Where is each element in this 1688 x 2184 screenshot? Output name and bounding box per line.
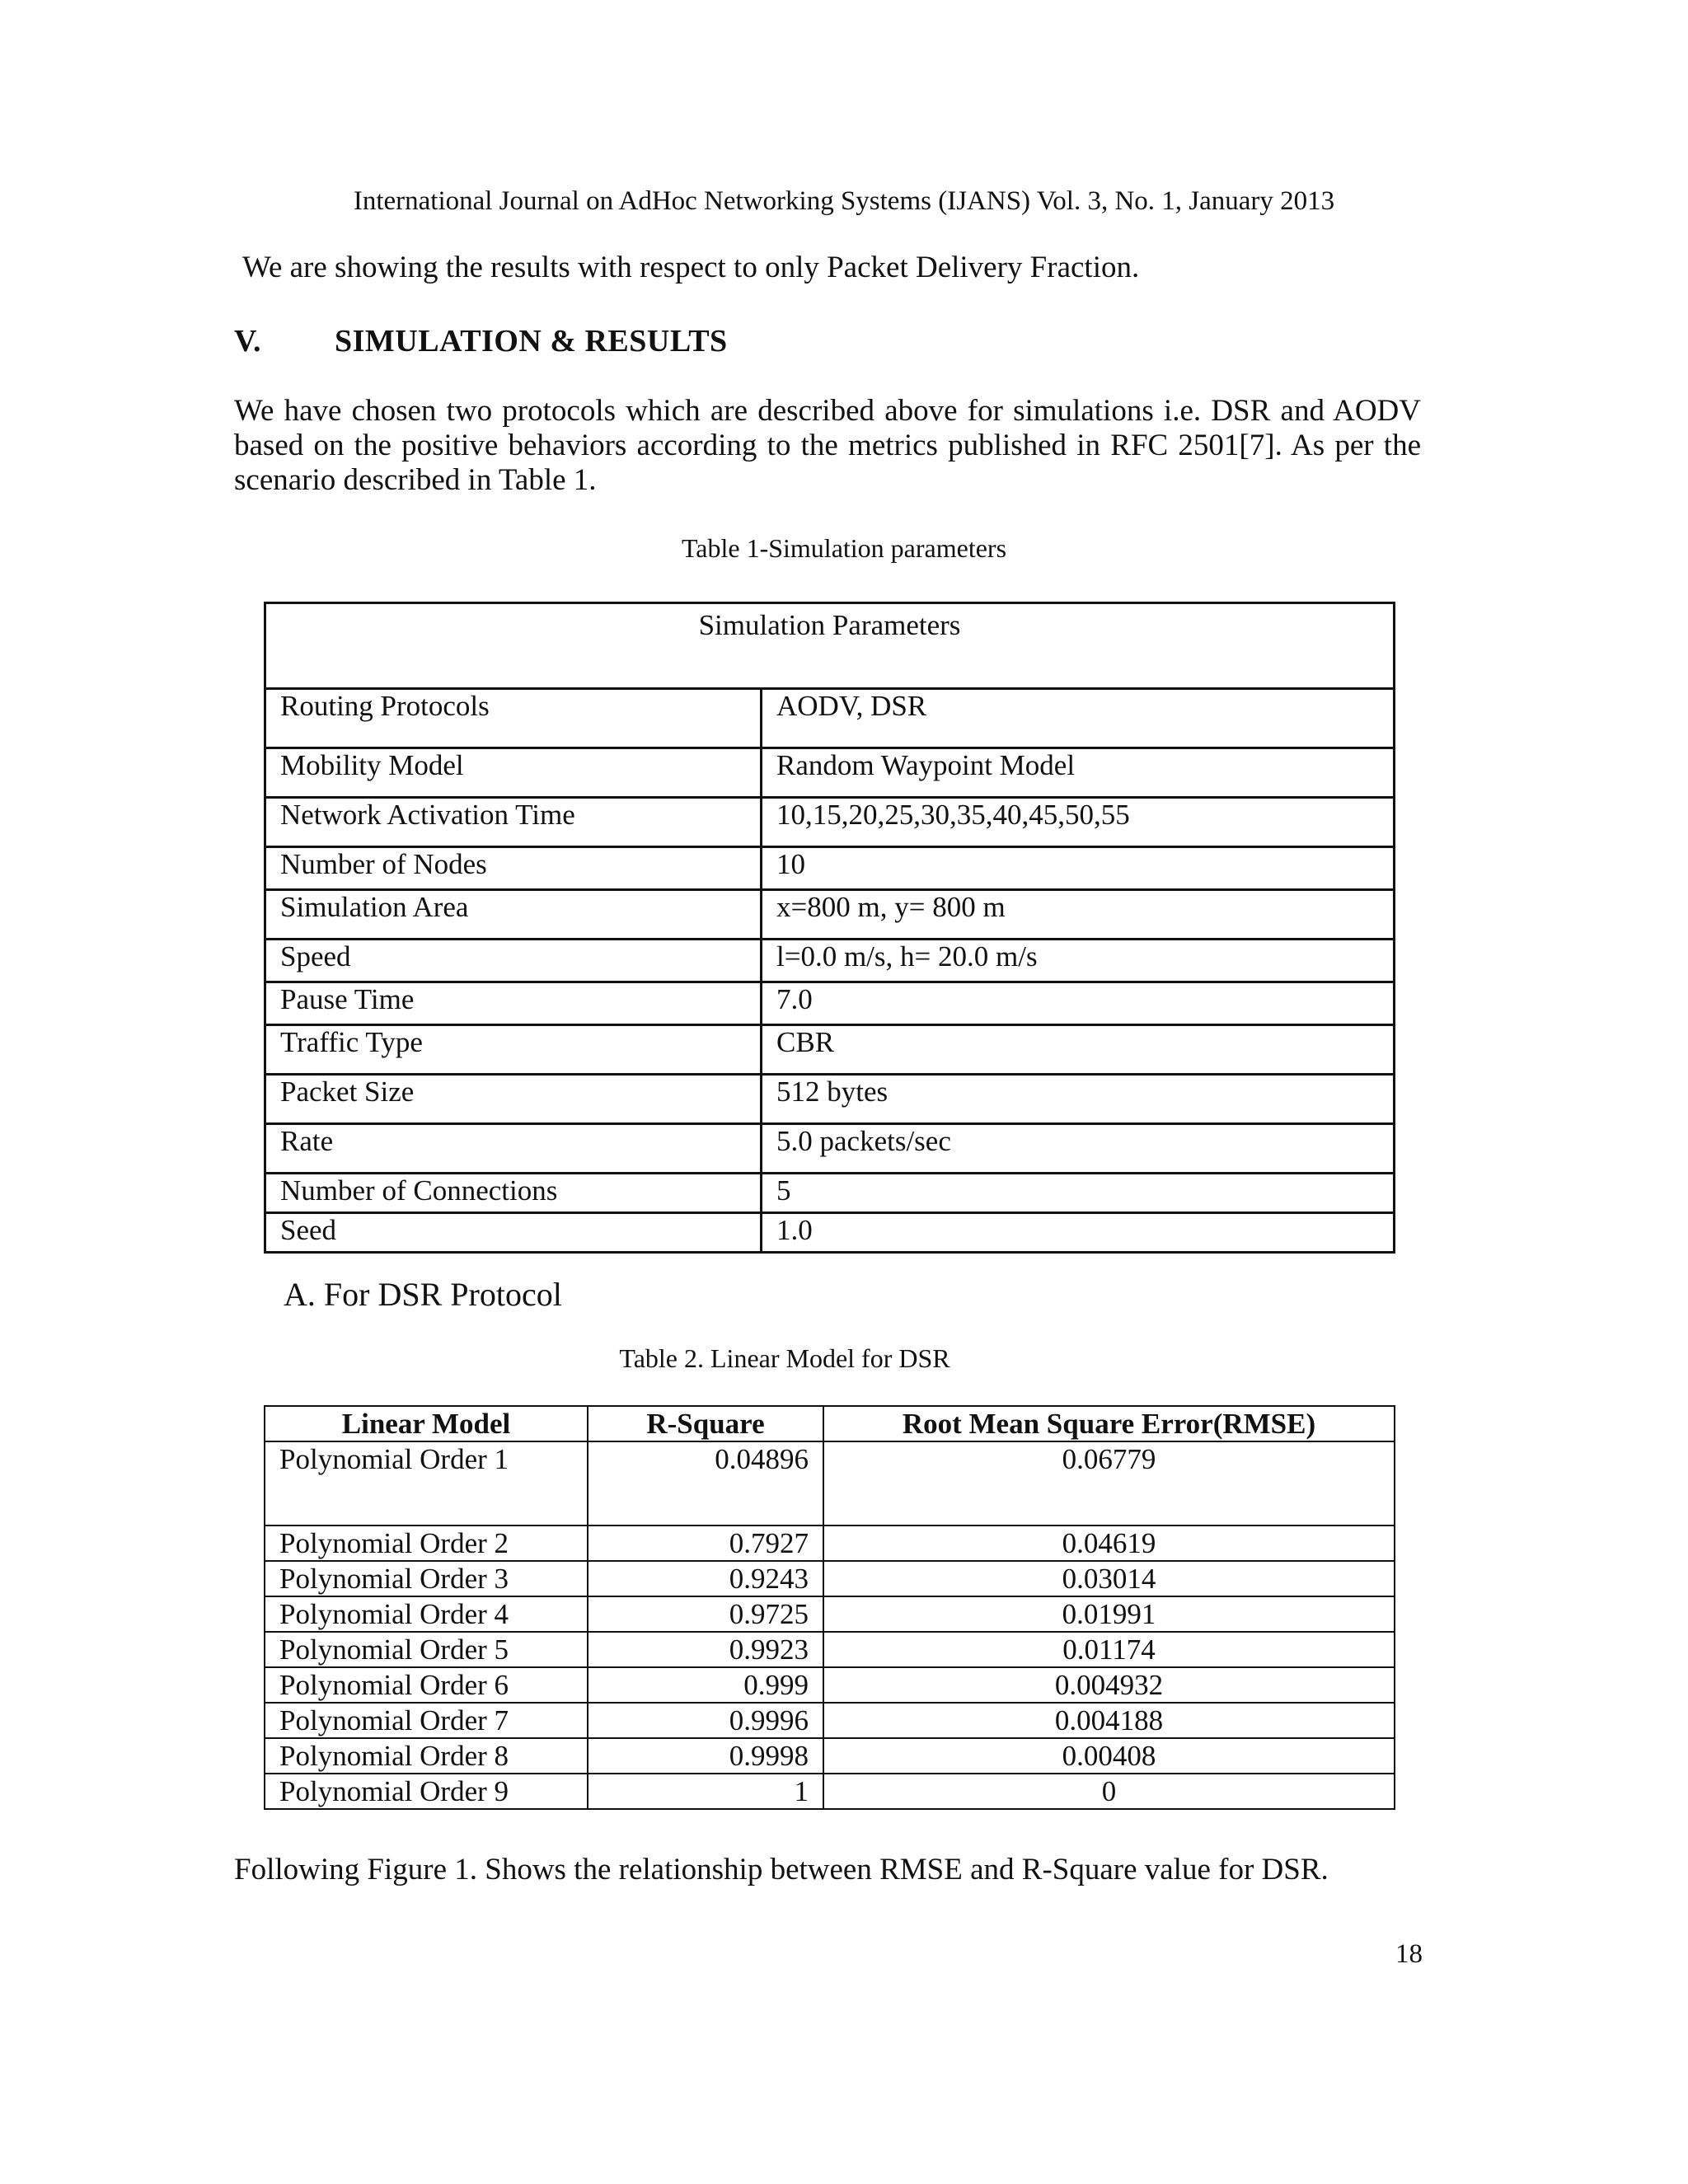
value-cell: 5.0 packets/sec [762,1124,1395,1174]
model-cell: Polynomial Order 5 [265,1632,588,1667]
table-row [265,1025,1395,1075]
rmse-cell: 0.004932 [823,1667,1395,1703]
model-cell: Polynomial Order 2 [265,1526,588,1561]
value-cell: AODV, DSR [762,689,1395,748]
rmse-cell: 0.04619 [823,1526,1395,1561]
value-cell: l=0.0 m/s, h= 20.0 m/s [762,940,1395,982]
rmse-cell: 0.06779 [823,1441,1395,1526]
table-row [265,748,1395,798]
rmse-cell: 0.01991 [823,1596,1395,1632]
table-row [265,798,1395,847]
linear-model-table [264,1405,1395,1810]
table-header-row [265,1406,1395,1441]
model-cell: Polynomial Order 6 [265,1667,588,1703]
section-title: SIMULATION & RESULTS [335,324,728,359]
table-row [265,1213,1395,1253]
table-row [265,1596,1395,1632]
page-number: 18 [1395,1939,1423,1969]
table-row [265,982,1395,1025]
followup-paragraph: Following Figure 1. Shows the relationship between RMSE and R-Square value for DSR. [234,1853,1329,1886]
rmse-cell: 0 [823,1774,1395,1809]
table-row [265,1703,1395,1738]
param-cell: Number of Nodes [265,847,762,890]
table-row [265,1174,1395,1213]
model-cell: Polynomial Order 9 [265,1774,588,1809]
model-cell: Polynomial Order 1 [265,1441,588,1526]
subsection-heading: A. For DSR Protocol [284,1276,562,1313]
param-cell: Speed [265,940,762,982]
section-heading [234,323,728,359]
table2-caption: Table 2. Linear Model for DSR [619,1343,950,1373]
value-cell: 1.0 [762,1213,1395,1253]
intro-line: We are showing the results with respect to only Packet Delivery Fraction. [242,251,1140,284]
rsquare-cell: 0.999 [588,1667,823,1703]
table-row [265,1738,1395,1774]
rmse-cell: 0.03014 [823,1561,1395,1596]
value-cell: Random Waypoint Model [762,748,1395,798]
table-row [265,1561,1395,1596]
value-cell: 10 [762,847,1395,890]
value-cell: 5 [762,1174,1395,1213]
column-header: R-Square [588,1406,823,1441]
param-cell: Rate [265,1124,762,1174]
rsquare-cell: 0.9996 [588,1703,823,1738]
param-cell: Simulation Area [265,890,762,940]
table1-caption: Table 1-Simulation parameters [681,533,1007,563]
value-cell: 10,15,20,25,30,35,40,45,50,55 [762,798,1395,847]
running-header: International Journal on AdHoc Networking Systems (IJANS) Vol. 3, No. 1, January 2013 [353,186,1335,216]
simulation-parameters-table [264,602,1395,1254]
column-header: Root Mean Square Error(RMSE) [823,1406,1395,1441]
value-cell: 512 bytes [762,1075,1395,1124]
rsquare-cell: 1 [588,1774,823,1809]
table-row [265,1441,1395,1526]
table-row [265,1774,1395,1809]
value-cell: x=800 m, y= 800 m [762,890,1395,940]
table-header-row [265,603,1395,689]
value-cell: CBR [762,1025,1395,1075]
table-heading: Simulation Parameters [265,603,1395,689]
table-row [265,1632,1395,1667]
body-paragraph: We have chosen two protocols which are described above for simulations i.e. DSR and AODV based on the positive behaviors according to the metrics published in RFC 2501[7]. As per the scenario described in Table 1. [234,394,1421,497]
model-cell: Polynomial Order 3 [265,1561,588,1596]
param-cell: Traffic Type [265,1025,762,1075]
rsquare-cell: 0.04896 [588,1441,823,1526]
rmse-cell: 0.01174 [823,1632,1395,1667]
table-row [265,1526,1395,1561]
rsquare-cell: 0.9243 [588,1561,823,1596]
value-cell: 7.0 [762,982,1395,1025]
model-cell: Polynomial Order 4 [265,1596,588,1632]
param-cell: Seed [265,1213,762,1253]
param-cell: Routing Protocols [265,689,762,748]
param-cell: Mobility Model [265,748,762,798]
rsquare-cell: 0.9725 [588,1596,823,1632]
table-row [265,940,1395,982]
model-cell: Polynomial Order 8 [265,1738,588,1774]
table-row [265,1075,1395,1124]
rmse-cell: 0.00408 [823,1738,1395,1774]
column-header: Linear Model [265,1406,588,1441]
rmse-cell: 0.004188 [823,1703,1395,1738]
rsquare-cell: 0.9998 [588,1738,823,1774]
table-row [265,689,1395,748]
model-cell: Polynomial Order 7 [265,1703,588,1738]
rsquare-cell: 0.9923 [588,1632,823,1667]
section-number: V. [234,324,262,359]
table-row [265,1124,1395,1174]
param-cell: Number of Connections [265,1174,762,1213]
table-row [265,847,1395,890]
table-row [265,890,1395,940]
param-cell: Network Activation Time [265,798,762,847]
param-cell: Pause Time [265,982,762,1025]
table-row [265,1667,1395,1703]
rsquare-cell: 0.7927 [588,1526,823,1561]
param-cell: Packet Size [265,1075,762,1124]
